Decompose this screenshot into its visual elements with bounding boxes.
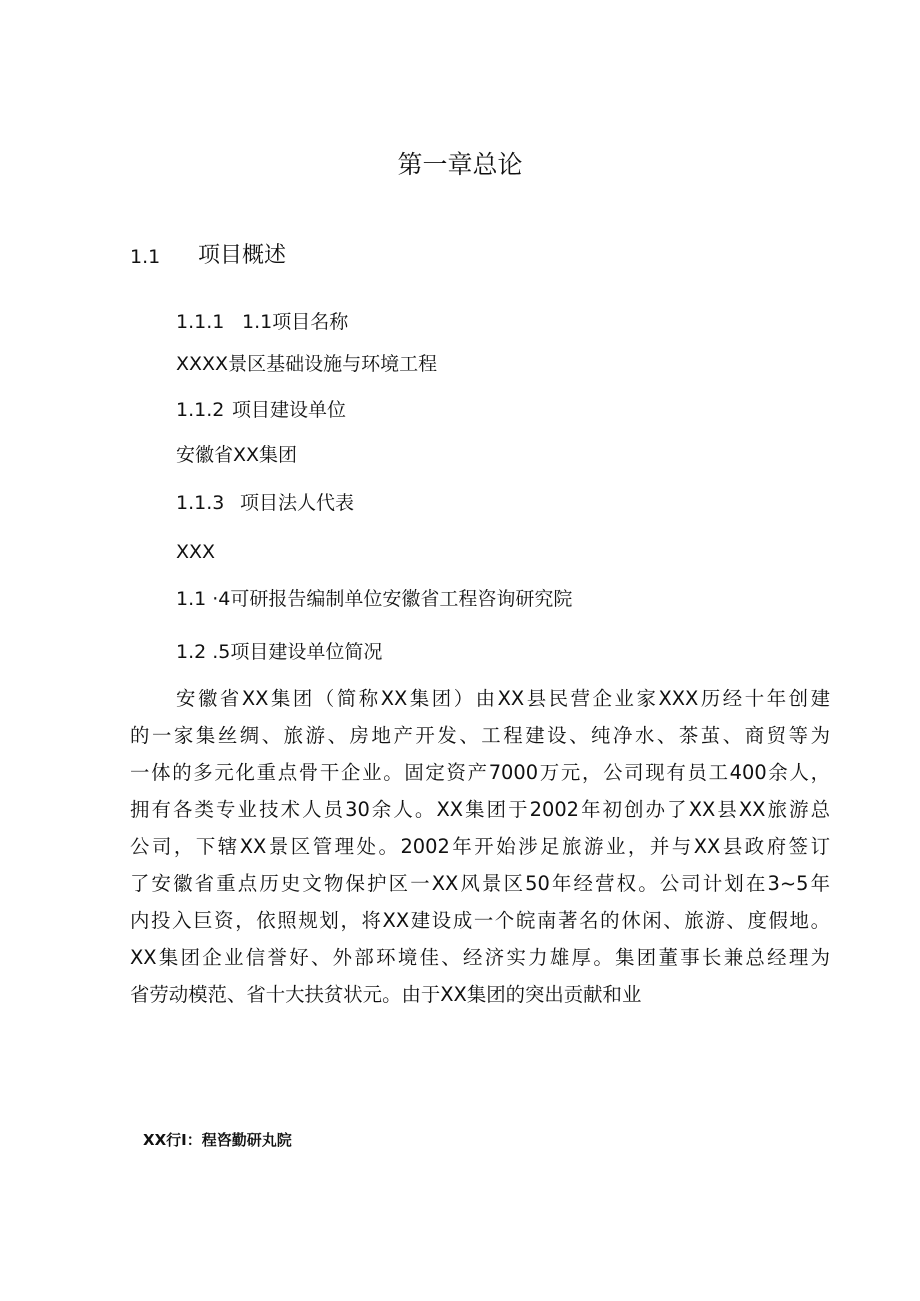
section-title: 项目概述 <box>198 243 287 268</box>
paragraph-line: 的一家集丝绸、旅游、房地产开发、工程建设、纯净水、茶茧、商贸等为 <box>130 724 830 747</box>
subsection-title-4: 1.1 ·4可研报告编制单位安徽省工程咨询研究院 <box>176 588 573 610</box>
project-name-value: XXXX景区基础设施与环境工程 <box>176 353 438 375</box>
company-overview-paragraph <box>130 680 830 1013</box>
paragraph-line: XX集团企业信誉好、外部环境佳、经济实力雄厚。集团董事长兼总经理为 <box>130 946 830 969</box>
subsection-number-3: 1.1.3 <box>176 492 225 514</box>
legal-representative-value: XXX <box>176 541 216 563</box>
subsection-title-5: 1.2 .5项目建设单位简况 <box>176 641 383 663</box>
subsection-title-2: 项目建设单位 <box>232 399 347 421</box>
page-footer: XX行I：程咨勤研丸院 <box>143 1131 292 1149</box>
paragraph-line: 拥有各类专业技术人员30余人。XX集团于2002年初创办了XX县XX旅游总 <box>130 798 830 821</box>
subsection-title-3: 项目法人代表 <box>240 492 355 514</box>
subsection-title-1: 1.1项目名称 <box>242 311 349 333</box>
paragraph-line: 了安徽省重点历史文物保护区一XX风景区50年经营权。公司计划在3~5年 <box>130 872 830 895</box>
subsection-number-1: 1.1.1 <box>176 311 225 333</box>
section-number: 1.1 <box>130 246 161 268</box>
construction-unit-value: 安徽省XX集团 <box>176 444 298 466</box>
paragraph-line: 内投入巨资，依照规划，将XX建设成一个皖南著名的休闲、旅游、度假地。 <box>130 909 830 932</box>
paragraph-line: 省劳动模范、省十大扶贫状元。由于XX集团的突出贡献和业 <box>130 983 642 1006</box>
paragraph-line: 公司，下辖XX景区管理处。2002年开始涉足旅游业，并与XX县政府签订 <box>130 835 830 858</box>
paragraph-line: 一体的多元化重点骨干企业。固定资产7000万元，公司现有员工400余人， <box>130 761 830 784</box>
chapter-title: 第一章总论 <box>397 150 523 179</box>
paragraph-line: 安徽省XX集团（简称XX集团）由XX县民营企业家XXX历经十年创建 <box>176 687 830 710</box>
subsection-number-2: 1.1.2 <box>176 399 225 421</box>
